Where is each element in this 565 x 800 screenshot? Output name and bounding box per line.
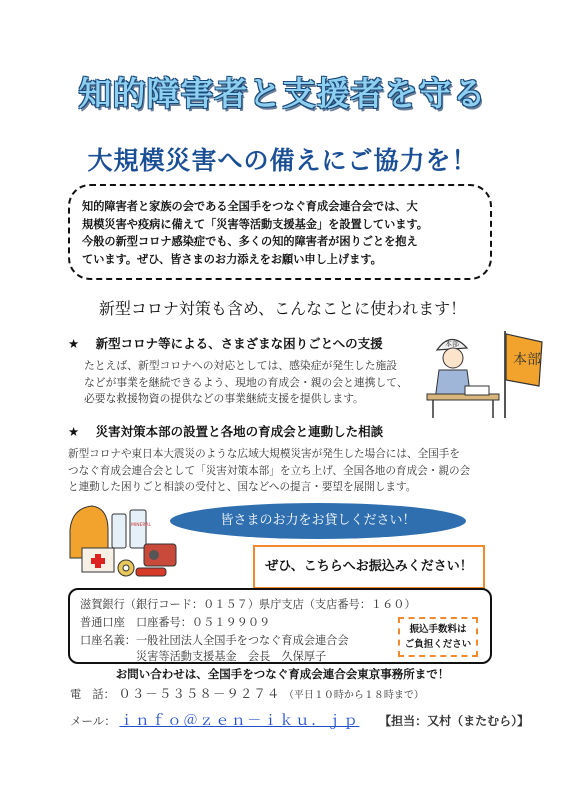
phone-line	[70, 684, 424, 702]
contact-person: 【担当：又村（またむら）】	[379, 714, 530, 728]
intro-box	[68, 184, 492, 280]
section-heading-row	[68, 334, 428, 352]
intro-line: 規模災害や疫病に備えて「災害等活動支援基金」を設置しています。	[82, 217, 428, 231]
mail-label: メール：	[70, 714, 116, 728]
supplies-illustration	[68, 500, 178, 582]
section-support	[68, 334, 428, 408]
section-body	[68, 358, 428, 408]
worker-icon	[425, 326, 545, 421]
page-title: 知的障害者と支援者を守る	[78, 74, 487, 113]
fee-note-line: ご負担ください	[404, 639, 472, 650]
section-hq	[68, 422, 518, 496]
section-line: などが事業を継続できるよう、現地の育成会・親の会と連携して、	[84, 375, 408, 389]
svg-text:本部: 本部	[445, 340, 459, 348]
phone-label: 電 話：	[70, 688, 115, 701]
intro-line: 今般の新型コロナ感染症でも、多くの知的障害者が困りごとを抱え	[82, 235, 418, 248]
sign-text: 本部	[513, 352, 541, 368]
section-line: 新型コロナや東日本大震災のような広域大規模災害が発生した場合には、全国手を	[68, 448, 460, 460]
bank-name-line: 滋賀銀行（銀行コード：０１５７）県庁支店（支店番号：１６０）	[80, 598, 416, 611]
star-icon: ★	[68, 424, 80, 439]
account-holder-line-2: 災害等活動支援基金 会長 久保厚子	[136, 650, 327, 663]
section-line: 必要な救援物資の提供などの事業継続支援を提供します。	[84, 392, 364, 405]
usage-heading: 新型コロナ対策も含め、こんなことに使われます！	[98, 299, 467, 318]
emergency-supplies-icon	[68, 500, 178, 582]
phone-number[interactable]: ０３－５３５８－９２７４	[118, 686, 281, 701]
intro-line: ています。ぜひ、皆さまのお力添えをお願い申し上げます。	[82, 252, 382, 266]
section-line: たとえば、新型コロナへの対応としては、感染症が発生した施設	[84, 359, 398, 372]
email-link[interactable]: ｉｎｆｏ＠ｚｅｎ－ｉｋｕ．ｊｐ	[119, 713, 360, 729]
section-heading: 災害対策本部の設置と各地の育成会と連動した相談	[95, 424, 384, 439]
headquarters-illustration	[425, 326, 545, 421]
transfer-callout: ぜひ、こちらへお振込みください！	[253, 545, 485, 589]
fee-note	[398, 617, 478, 657]
section-line: つなぐ育成会連合会として「災害対策本部」を立ち上げ、全国各地の育成会・親の会	[68, 464, 471, 477]
mail-line	[70, 710, 529, 730]
section-line: と連動した困りごと相談の受付と、国などへの提言・要望を展開します。	[68, 481, 417, 493]
star-icon: ★	[68, 336, 80, 351]
contact-heading: お問い合わせは、全国手をつなぐ育成会連合会東京事務所まで！	[115, 667, 450, 681]
section-body	[68, 446, 518, 496]
intro-line: 知的障害者と家族の会である全国手をつなぐ育成会連合会では、大	[82, 200, 418, 213]
donation-banner: 皆さまのお力をお貸しください！	[170, 503, 466, 539]
section-heading: 新型コロナ等による、さまざまな困りごとへの支援	[95, 336, 383, 351]
account-holder-line: 口座名義：一般社団法人全国手をつなぐ育成会連合会	[80, 634, 349, 647]
page-subtitle: 大規模災害への備えにご協力を！	[87, 146, 478, 175]
phone-hours: （平日１０時から１８時まで）	[283, 690, 424, 701]
account-number-line: 普通口座 口座番号：０５１９９０９	[80, 616, 271, 629]
section-heading-row	[68, 422, 518, 440]
fee-note-line: 振込手数料は	[409, 624, 467, 635]
svg-text:MINERAL: MINERAL	[131, 523, 151, 528]
